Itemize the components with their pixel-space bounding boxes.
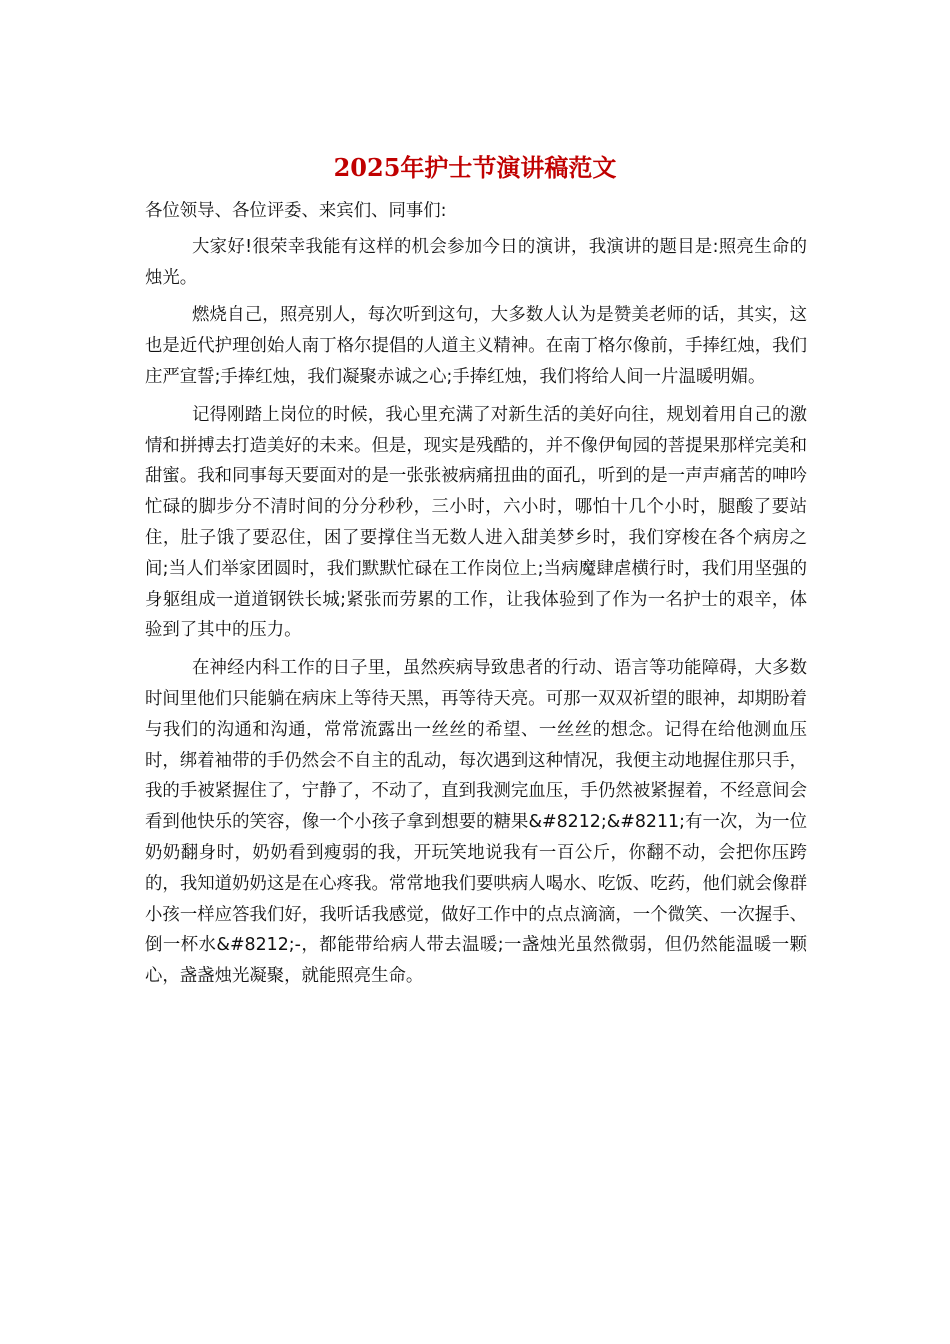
paragraph-nightingale: 燃烧自己，照亮别人，每次听到这句，大多数人认为是赞美老师的话，其实，这也是近代护理创始人南丁格尔提倡的人道主义精神。在南丁格尔像前，手捧红烛，我们庄严宣誓;手捧红烛，我们凝聚赤诚之心;手捧红烛，我们将给人间一片温暖明媚。 — [145, 305, 807, 387]
document-title: 2025年护士节演讲稿范文 — [333, 153, 617, 182]
paragraph-neurology: 在神经内科工作的日子里，虽然疾病导致患者的行动、语言等功能障碍，大多数时间里他们只能躺在病床上等待天黑，再等待天亮。可那一双双祈望的眼神，却期盼着与我们的沟通和沟通，常常流露出一丝丝的希望、一丝丝的想念。记得在给他测血压时，绑着袖带的手仍然会不自主的乱动，每次遇到这种情况，我便主动地握住那只手，我的手被紧握住了，宁静了，不动了，直到我测完血压，手仍然被紧握着，不经意间会看到他快乐的笑容，像一个小孩子拿到想要的糖果&#8212;&#8211;有一次，为一位奶奶翻身时，奶奶看到瘦弱的我，开玩笑地说我有一百公斤，你翻不动，会把你压跨的，我知道奶奶这是在心疼我。常常地我们要哄病人喝水、吃饭、吃药，他们就会像群小孩一样应答我们好，我听话我感觉，做好工作中的点点滴滴，一个微笑、一次握手、倒一杯水&#8212;-，都能带给病人带去温暖;一盏烛光虽然微弱，但仍然能温暖一颗心，盏盏烛光凝聚，就能照亮生命。 — [145, 658, 807, 987]
document-body — [145, 196, 807, 999]
paragraph-opening: 大家好!很荣幸我能有这样的机会参加今日的演讲，我演讲的题目是:照亮生命的烛光。 — [145, 236, 807, 288]
salutation: 各位领导、各位评委、来宾们、同事们: — [145, 201, 447, 221]
paragraph-first-days: 记得刚踏上岗位的时候，我心里充满了对新生活的美好向往，规划着用自己的激情和拼搏去打造美好的未来。但是，现实是残酷的，并不像伊甸园的菩提果那样完美和甜蜜。我和同事每天要面对的是一张张被病痛扭曲的面孔，听到的是一声声痛苦的呻吟忙碌的脚步分不清时间的分分秒秒，三小时，六小时，哪怕十几个小时，腿酸了要站住，肚子饿了要忍住，困了要撑住当无数人进入甜美梦乡时，我们穿梭在各个病房之间;当人们举家团圆时，我们默默忙碌在工作岗位上;当病魔肆虐横行时，我们用坚强的身躯组成一道道钢铁长城;紧张而劳累的工作，让我体验到了作为一名护士的艰辛，体验到了其中的压力。 — [145, 404, 807, 641]
